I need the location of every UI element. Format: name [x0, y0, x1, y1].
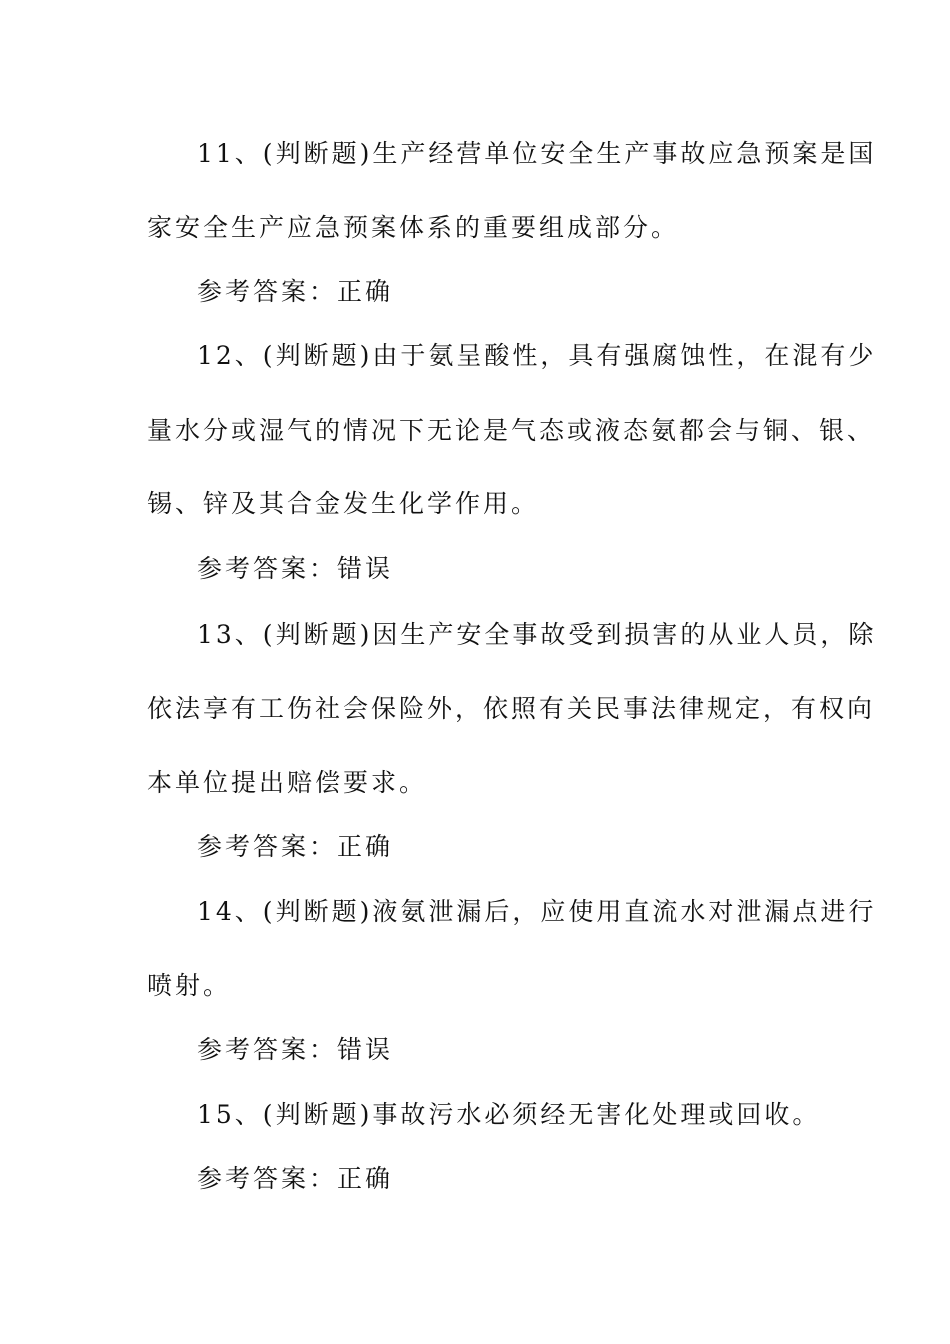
question-14-answer: 参考答案：错误 — [197, 1035, 394, 1064]
question-13-line-3: 本单位提出赔偿要求。 — [147, 768, 428, 797]
question-13-answer: 参考答案：正确 — [197, 832, 394, 861]
question-12-answer: 参考答案：错误 — [197, 554, 394, 583]
question-15-line-1: 15、(判断题)事故污水必须经无害化处理或回收。 — [197, 1100, 821, 1129]
question-14-line-2: 喷射。 — [147, 971, 232, 1000]
question-12-line-1: 12、(判断题)由于氨呈酸性，具有强腐蚀性，在混有少 — [197, 341, 877, 370]
question-11-line-2: 家安全生产应急预案体系的重要组成部分。 — [147, 213, 680, 242]
question-13-line-2: 依法享有工伤社会保险外，依照有关民事法律规定，有权向 — [147, 694, 876, 723]
question-13-line-1: 13、(判断题)因生产安全事故受到损害的从业人员，除 — [197, 620, 877, 649]
question-15-answer: 参考答案：正确 — [197, 1164, 394, 1193]
question-11-line-1: 11、(判断题)生产经营单位安全生产事故应急预案是国 — [197, 139, 877, 168]
question-14-line-1: 14、(判断题)液氨泄漏后，应使用直流水对泄漏点进行 — [197, 897, 877, 926]
question-12-line-2: 量水分或湿气的情况下无论是气态或液态氨都会与铜、银、 — [147, 416, 876, 445]
question-12-line-3: 锡、锌及其合金发生化学作用。 — [147, 489, 540, 518]
question-11-answer: 参考答案：正确 — [197, 277, 394, 306]
